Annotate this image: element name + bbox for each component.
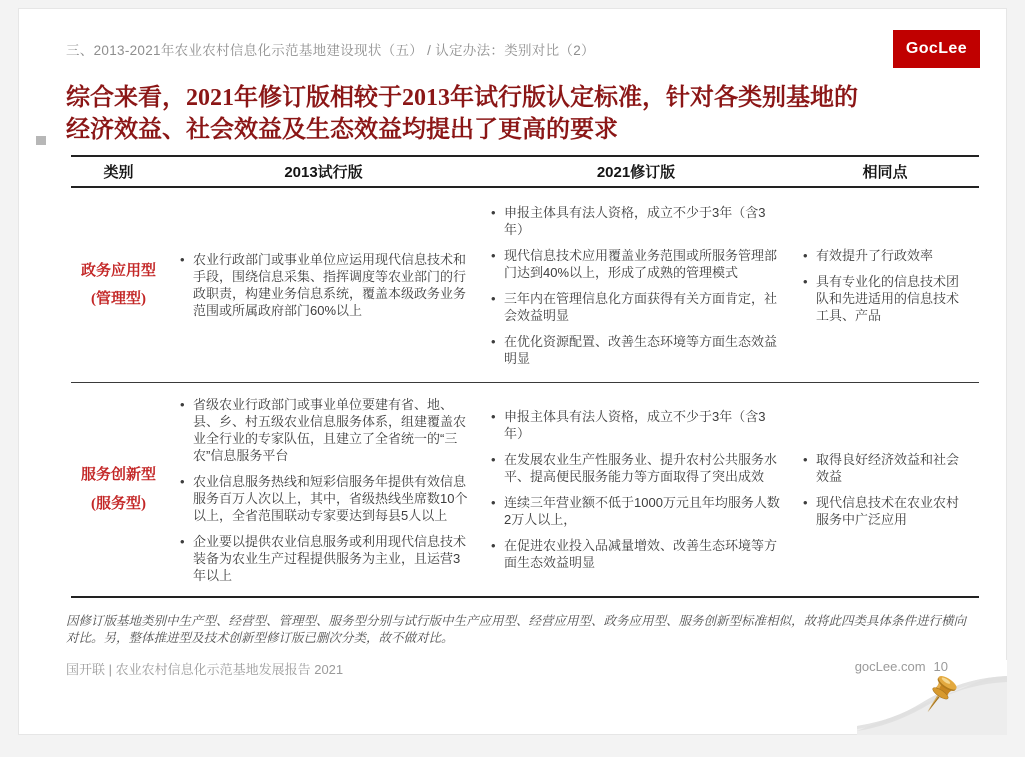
col-header-2021: 2021修订版 — [596, 164, 676, 181]
bullet-item — [803, 494, 959, 528]
bullet-text: 农业行政部门或事业单位应运用现代信息技术和手段，围绕信息采集、指挥调度等农业部门的行政职责，构建业务信息系统，覆盖本级政务业务范围或所属政府部门60%以上 — [193, 252, 467, 318]
page-title-line2: 经济效益、社会效益及生态效益均提出了更高的要求 — [66, 117, 618, 143]
side-square-marker — [36, 136, 46, 145]
bullet-dot-icon: • — [491, 538, 496, 553]
bullet-item — [180, 473, 469, 524]
pushpin-icon — [918, 670, 962, 722]
bullet-text: 取得良好经济效益和社会效益 — [816, 452, 960, 484]
bullet-item — [491, 333, 783, 367]
table-row — [71, 383, 979, 598]
bullet-text: 农业信息服务热线和短彩信服务年提供有效信息服务百万人次以上，其中，省级热线坐席数10个以上，全省范围联动专家要达到每县5人以上 — [193, 473, 468, 523]
breadcrumb: 三、2013-2021年农业农村信息化示范基地建设现状（五） / 认定办法：类别对比（2） — [66, 43, 595, 58]
col-header-same: 相同点 — [862, 164, 908, 181]
bullet-item — [803, 247, 959, 264]
comparison-table — [71, 155, 979, 598]
bullet-text: 三年内在管理信息化方面获得有关方面肯定，社会效益明显 — [504, 290, 778, 323]
cell-same-bullets — [791, 383, 979, 596]
footer-site: gocLee.com — [854, 659, 926, 674]
bullet-dot-icon: • — [491, 333, 496, 349]
bullet-item — [180, 396, 469, 464]
bullet-text: 在发展农业生产性服务业、提升农村公共服务水平、提高便民服务能力等方面取得了突出成效 — [504, 452, 778, 484]
slide-card — [18, 8, 1007, 735]
bullet-text: 申报主体具有法人资格，成立不少于3年（含3年） — [504, 204, 766, 237]
bullet-item — [491, 451, 783, 485]
page-number: 10 — [933, 659, 948, 674]
bullet-text: 现代信息技术应用覆盖业务范围或所服务管理部门达到40%以上，形成了成熟的管理模式 — [504, 247, 778, 280]
bullet-dot-icon: • — [803, 247, 808, 263]
category-subname: (服务型) — [91, 495, 146, 512]
bullet-item — [491, 247, 783, 281]
bullet-dot-icon: • — [180, 533, 185, 549]
bullet-dot-icon: • — [803, 452, 808, 467]
col-header-2013: 2013试行版 — [284, 164, 363, 181]
bullet-dot-icon: • — [491, 495, 496, 510]
bullet-item — [803, 273, 959, 324]
category-cell — [71, 383, 166, 596]
bullet-dot-icon: • — [491, 290, 496, 306]
bullet-item — [491, 408, 783, 442]
bullet-text: 在促进农业投入品减量增效、改善生态环境等方面生态效益明显 — [504, 538, 778, 570]
cell-2013-bullets — [166, 188, 481, 382]
bullet-dot-icon: • — [180, 396, 185, 412]
cell-2013-bullets — [166, 383, 481, 596]
bullet-dot-icon: • — [491, 247, 496, 263]
bullet-dot-icon: • — [803, 495, 808, 510]
category-name: 政务应用型 — [80, 262, 156, 279]
bullet-item — [180, 251, 469, 319]
cell-same-bullets — [791, 188, 979, 382]
bullet-dot-icon: • — [180, 252, 185, 267]
bullet-dot-icon: • — [491, 452, 496, 467]
bullet-text: 现代信息技术在农业农村服务中广泛应用 — [816, 495, 960, 527]
bullet-text: 申报主体具有法人资格，成立不少于3年（含3年） — [504, 409, 766, 441]
bullet-dot-icon: • — [491, 204, 496, 220]
bullet-dot-icon: • — [180, 473, 185, 489]
bullet-dot-icon: • — [491, 409, 496, 424]
bullet-text: 连续三年营业额不低于1000万元且年均服务人数2万人以上， — [504, 495, 780, 527]
bullet-text: 具有专业化的信息技术团队和先进适用的信息技术工具、产品 — [816, 273, 960, 323]
bullet-item — [491, 290, 783, 324]
slide-footer — [66, 659, 948, 678]
bullet-item — [180, 533, 469, 584]
bullet-dot-icon: • — [803, 273, 808, 289]
cell-2021-bullets — [481, 383, 791, 596]
bullet-item — [803, 451, 959, 485]
table-row — [71, 188, 979, 383]
page-title — [66, 82, 976, 146]
footnote: 因修订版基地类别中生产型、经营型、管理型、服务型分别与试行版中生产应用型、经营应用型、政务应用型、服务创新型标准相似，故将此四类具体条件进行横向对比。另，整体推进型及技术创新型修订版已删次分类，故不做对比。 — [66, 614, 967, 645]
goclee-logo: GocLee — [893, 30, 980, 68]
cell-2021-bullets — [481, 188, 791, 382]
bullet-text: 有效提升了行政效率 — [816, 247, 934, 263]
bullet-item — [491, 494, 783, 528]
bullet-item — [491, 537, 783, 571]
footer-report-title: 国开联 | 农业农村信息化示范基地发展报告 2021 — [66, 662, 344, 677]
bullet-text: 在优化资源配置、改善生态环境等方面生态效益明显 — [504, 333, 778, 366]
category-subname: (管理型) — [91, 291, 146, 307]
table-header-row — [71, 155, 979, 188]
bullet-text: 企业要以提供农业信息服务或利用现代信息技术装备为农业生产过程提供服务为主业，且运营3年以上 — [193, 533, 467, 583]
category-cell — [71, 188, 166, 382]
slide-header — [66, 25, 980, 73]
bullet-item — [491, 204, 783, 238]
col-header-category: 类别 — [103, 164, 134, 181]
bullet-text: 省级农业行政部门或事业单位要建有省、地、县、乡、村五级农业信息服务体系，组建覆盖农业全行业的专家队伍，且建立了全省统一的“三农”信息服务平台 — [193, 396, 467, 463]
page-title-line1: 综合来看，2021年修订版相较于2013年试行版认定标准，针对各类别基地的 — [66, 85, 858, 111]
category-name: 服务创新型 — [80, 467, 156, 483]
